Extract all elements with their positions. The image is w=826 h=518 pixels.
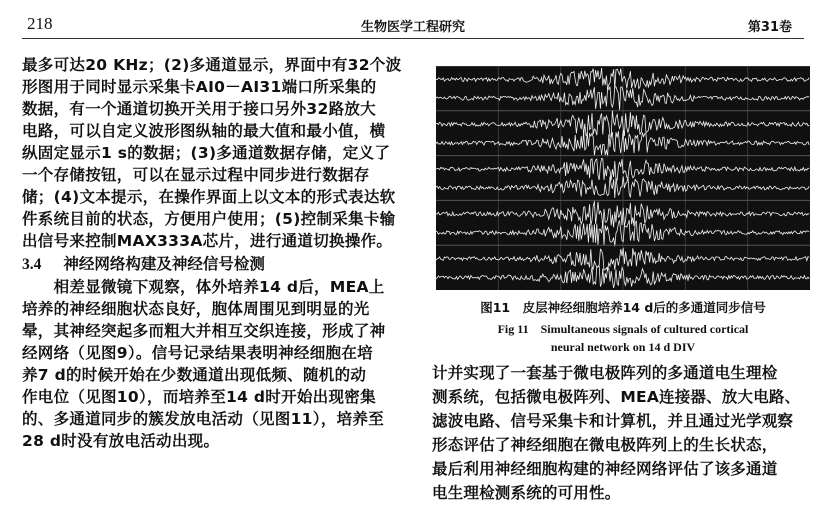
figure-caption-cn: 图11 皮层神经细胞培养14 d后的多通道同步信号 — [480, 300, 766, 315]
section-number: 3.4 — [22, 256, 42, 273]
text-line: 纵固定显示1 s的数据；(3)多通道数据存储，定义了 — [22, 144, 391, 162]
header-rule — [22, 38, 804, 39]
text-line: 电生理检测系统的可用性。 — [432, 484, 621, 502]
section-title: 神经网络构建及神经信号检测 — [63, 255, 265, 273]
page-number: 218 — [27, 14, 53, 33]
text-line: 计并实现了一套基于微电极阵列的多通道电生理检 — [432, 364, 778, 382]
page-header — [0, 0, 826, 40]
figure-caption-en: Fig 11 Simultaneous signals of cultured cortical — [497, 322, 749, 336]
text-line: 形态评估了神经细胞在微电极阵列上的生长状态， — [432, 436, 778, 454]
text-line: 的、多通道同步的簇发放电活动（见图11），培养至 — [22, 410, 385, 428]
right-column — [432, 361, 812, 505]
text-line: 养7 d的时候开始在少数通道出现低频、随机的动 — [22, 366, 367, 384]
text-line: 出信号来控制MAX333A芯片，进行通道切换操作。 — [22, 232, 393, 250]
left-column — [22, 54, 414, 452]
text-line: 储；(4)文本提示，在操作界面上以文本的形式表达软 — [22, 188, 396, 206]
text-line: 形图用于同时显示采集卡AI0－AI31端口所采集的 — [22, 78, 377, 96]
figure-caption-en-2: neural network on 14 d DIV — [550, 340, 696, 354]
text-line: 最多可达20 KHz；(2)多通道显示，界面中有32个波 — [22, 56, 402, 74]
multichannel-signal-figure — [436, 66, 810, 290]
text-line: 28 d时没有放电活动出现。 — [22, 432, 220, 450]
text-line: 件系统目前的状态，方便用户使用；(5)控制采集卡输 — [22, 210, 396, 228]
text-line: 晕，其神经突起多而粗大并相互交织连接，形成了神 — [22, 322, 386, 340]
text-line: 滤波电路、信号采集卡和计算机，并且通过光学观察 — [432, 412, 794, 430]
text-line: 测系统，包括微电极阵列、MEA连接器、放大电路、 — [432, 388, 801, 406]
text-line: 电路，可以自定义波形图纵轴的最大值和最小值，横 — [22, 122, 386, 140]
text-line: 最后利用神经细胞构建的神经网络评估了该多通道 — [432, 460, 778, 478]
section-heading — [22, 252, 414, 276]
volume-label: 第31卷 — [747, 20, 792, 35]
text-line: 经网络（见图9）。信号记录结果表明神经细胞在培 — [22, 344, 373, 362]
text-line: 作电位（见图10），而培养至14 d时开始出现密集 — [22, 388, 376, 406]
text-line: 相差显微镜下观察，体外培养14 d后，MEA上 — [22, 278, 385, 296]
text-line: 培养的神经细胞状态良好，胞体周围见到明显的光 — [22, 300, 370, 318]
journal-title: 生物医学工程研究 — [360, 20, 465, 35]
text-line: 一个存储按钮，可以在显示过程中同步进行数据存 — [22, 166, 370, 184]
signal-traces — [436, 66, 810, 290]
text-line: 数据，有一个通道切换开关用于接口另外32路放大 — [22, 100, 376, 118]
